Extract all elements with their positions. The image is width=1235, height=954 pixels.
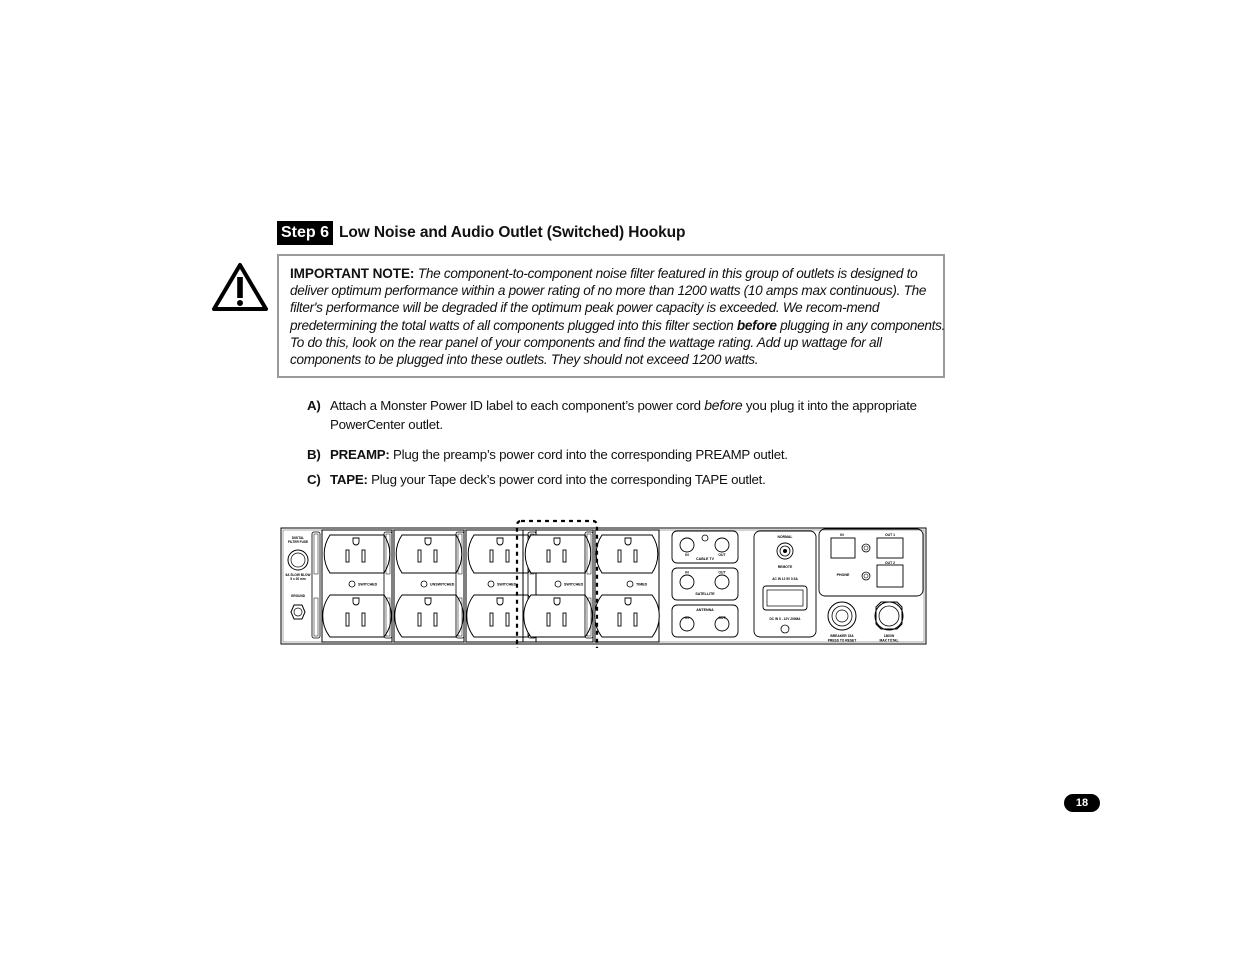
outlet-upper — [468, 535, 534, 573]
important-note-text — [290, 265, 950, 368]
remote-label: REMOTE — [777, 565, 793, 569]
cable-title: CABLE TV — [696, 557, 714, 561]
phone-out2: OUT 2 — [885, 561, 895, 565]
steps-list — [307, 396, 947, 489]
note-lead: IMPORTANT NOTE: — [290, 266, 415, 281]
normal-label: NORMAL — [777, 535, 793, 539]
antenna-in: IN — [685, 616, 689, 620]
step-a-text-1: Attach a Monster Power ID label to each component’s power cord — [330, 398, 705, 413]
note-text-1: The component-to-component noise filter featured in this group of outlets is designed to deliver optimum performance within a power rating of no more than 1200 watts (10 amps max continuous). The filter's performance will be degraded if the optimum peak power capacity is exceeded. We recom-mend predetermining the total watts of all components plugged into this filter section — [290, 266, 927, 333]
step-heading — [277, 221, 685, 245]
important-note-box — [277, 254, 945, 378]
outlet-label-2: UNSWITCHED — [430, 582, 455, 587]
satellite-in: IN — [685, 570, 689, 575]
step-badge: Step 6 — [277, 221, 333, 245]
step-a-text-2: you plug it into the appropriate PowerCenter outlet. — [330, 398, 917, 432]
step-a-emphasis: before — [704, 397, 743, 413]
outlet-upper — [396, 535, 462, 573]
cable-out: OUT — [718, 553, 726, 557]
satellite-title: SATELLITE — [695, 592, 715, 596]
step-body — [330, 470, 947, 489]
rating-label-1: 1800W — [883, 634, 895, 638]
step-body — [330, 445, 947, 464]
antenna-out: OUT — [718, 616, 726, 620]
warning-icon — [212, 262, 268, 312]
step-letter: A) — [307, 398, 321, 413]
outlet-upper — [324, 535, 390, 573]
outlet-lower — [524, 595, 593, 637]
dc-in-label: DC IN 5 - 12V 200MA — [769, 617, 801, 621]
outlet-label-5: TIMED — [636, 582, 648, 587]
rating-label-2: MAX TOTAL — [879, 638, 899, 643]
step-letter: C) — [307, 472, 321, 487]
step-b-keyword: PREAMP: — [330, 447, 390, 462]
page-number: 18 — [1064, 794, 1100, 812]
outlet-lower — [395, 595, 464, 637]
phone-out1: OUT 1 — [885, 533, 895, 537]
breaker-label-1: BREAKER 15A — [830, 634, 854, 638]
antenna-title: ANTENNA — [696, 608, 714, 612]
outlet-upper — [596, 535, 658, 573]
phone-title: PHONE — [836, 573, 850, 577]
satellite-out: OUT — [718, 570, 726, 575]
outlet-label-3: SWITCHED — [497, 582, 517, 587]
outlet-lower — [323, 595, 392, 637]
step-c-keyword: TAPE: — [330, 472, 368, 487]
outlet-label-1: SWITCHED — [358, 582, 378, 587]
outlet-label-4: SWITCHED — [564, 582, 584, 587]
ground-label: GROUND — [290, 594, 306, 598]
fuse-spec-1: 6A SLOW BLOW — [285, 573, 311, 577]
step-body — [330, 396, 947, 434]
fuse-label-2: FILTER FUSE — [287, 540, 309, 544]
phone-in: IN — [840, 533, 844, 537]
outlet-upper — [525, 535, 591, 573]
note-text-2: plugging in any components. To do this, look on the rear panel of your components and find the wattage rating. Add up wattage for all components to be plugged into these outlets. They should not exceed 1200 watts. — [290, 317, 946, 368]
ac-in-label: AC IN 12 5V 0.5A — [772, 577, 798, 581]
fuse-spec-2: 5 x 20 mm — [290, 577, 306, 581]
cable-in: IN — [685, 553, 689, 557]
step-letter: B) — [307, 447, 321, 462]
fuse-label-1: DIGITAL — [291, 536, 305, 540]
step-c-text: Plug your Tape deck’s power cord into the corresponding TAPE outlet. — [367, 472, 766, 487]
rear-panel-illustration — [280, 518, 928, 648]
step-b — [307, 445, 947, 464]
step-b-text: Plug the preamp’s power cord into the corresponding PREAMP outlet. — [389, 447, 788, 462]
breaker-label-2: PRESS TO RESET — [827, 638, 857, 643]
step-title: Low Noise and Audio Outlet (Switched) Hookup — [339, 224, 686, 241]
note-emphasis: before — [736, 317, 777, 333]
step-a — [307, 396, 947, 434]
step-c — [307, 470, 947, 489]
outlet-lower — [595, 595, 660, 637]
